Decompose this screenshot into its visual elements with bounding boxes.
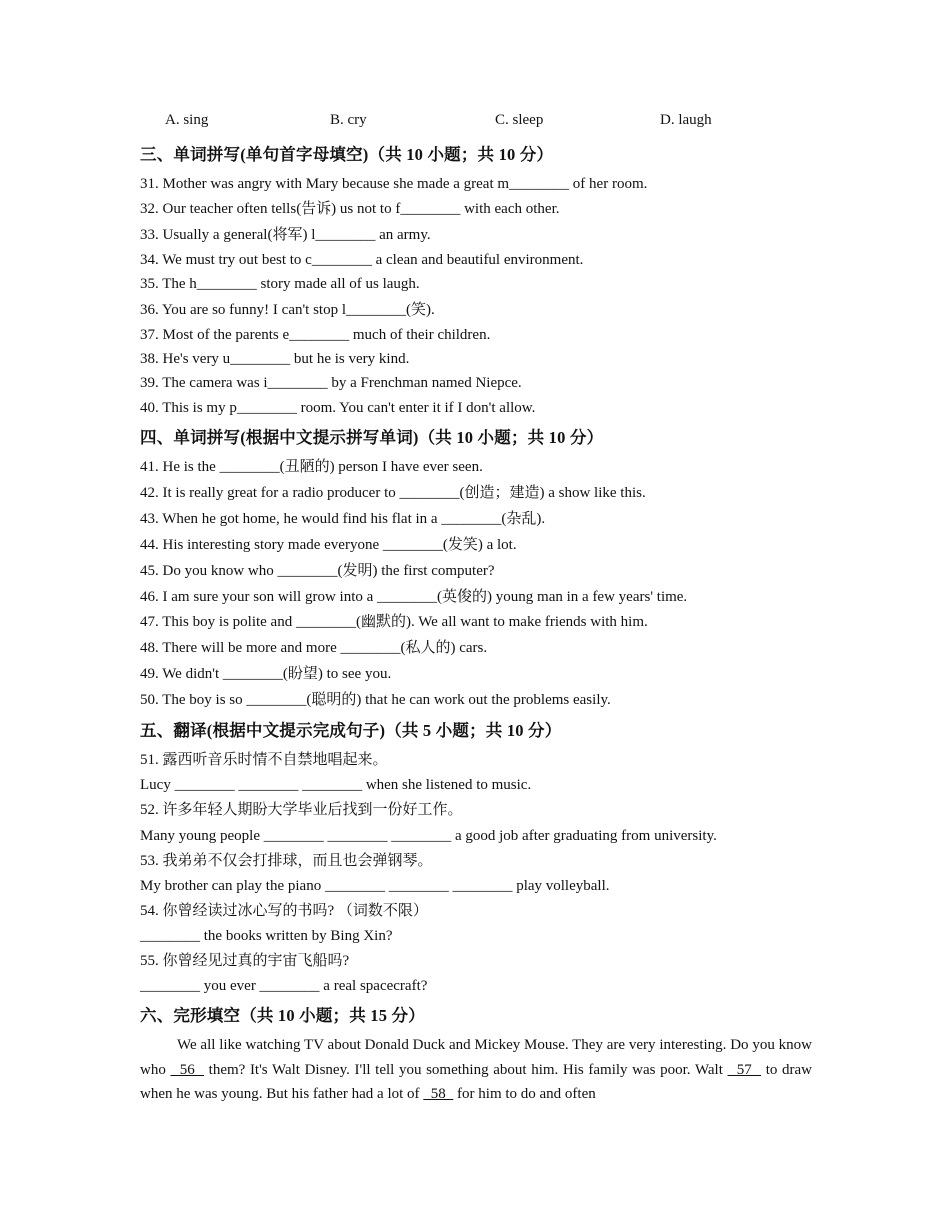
question-37: 37. Most of the parents e________ much of their children.	[140, 327, 491, 343]
blank-58: 58	[423, 1086, 454, 1102]
section5-heading: 五、翻译(根据中文提示完成句子)（共 5 小题；共 10 分）	[140, 721, 562, 740]
question-45: 45. Do you know who ________(发明) the first computer?	[140, 563, 495, 579]
question-49: 49. We didn't ________(盼望) to see you.	[140, 666, 392, 682]
question-44: 44. His interesting story made everyone ________(发笑) a lot.	[140, 537, 517, 553]
section3-heading: 三、单词拼写(单句首字母填空)（共 10 小题；共 10 分）	[140, 145, 554, 164]
question-40: 40. This is my p________ room. You can't enter it if I don't allow.	[140, 400, 536, 416]
passage-line-3b: to draw when he was young. But his father had a lot of	[140, 1061, 813, 1102]
question-35: 35. The h________ story made all of us laugh.	[140, 276, 420, 292]
question-55-english: ________ you ever ________ a real spacecraft?	[140, 978, 428, 994]
option-d: D. laugh	[660, 112, 712, 128]
question-33: 33. Usually a general(将军) l________ an army.	[140, 227, 431, 243]
question-52-chinese: 52. 许多年轻人期盼大学毕业后找到一份好工作。	[140, 802, 463, 818]
question-54-chinese: 54. 你曾经读过冰心写的书吗? （词数不限）	[140, 903, 428, 919]
option-a: A. sing	[165, 112, 209, 128]
cloze-passage	[140, 1033, 812, 1107]
question-47: 47. This boy is polite and ________(幽默的). We all want to make friends with him.	[140, 614, 648, 630]
passage-line-1: We all like watching TV about Donald Duck and Mickey Mouse. They are very interesting. Do	[177, 1037, 749, 1053]
blank-57: 57	[727, 1061, 762, 1078]
question-31: 31. Mother was angry with Mary because she made a great m________ of her room.	[140, 176, 648, 192]
question-32: 32. Our teacher often tells(告诉) us not to f________ with each other.	[140, 201, 560, 217]
question-53-chinese: 53. 我弟弟不仅会打排球，而且也会弹钢琴。	[140, 853, 433, 869]
question-41: 41. He is the ________(丑陋的) person I have ever seen.	[140, 459, 483, 475]
question-53-english: My brother can play the piano ________ ________ ________ play volleyball.	[140, 878, 610, 894]
question-34: 34. We must try out best to c________ a clean and beautiful environment.	[140, 252, 584, 268]
section6-heading: 六、完形填空（共 10 小题；共 15 分）	[140, 1006, 425, 1025]
question-39: 39. The camera was i________ by a Frenchman named Niepce.	[140, 375, 522, 391]
section4-heading: 四、单词拼写(根据中文提示拼写单词)（共 10 小题；共 10 分）	[140, 428, 604, 447]
question-51-chinese: 51. 露西听音乐时情不自禁地唱起来。	[140, 752, 388, 768]
question-38: 38. He's very u________ but he is very kind.	[140, 351, 410, 367]
option-b: B. cry	[330, 112, 367, 128]
passage-line-2a: you know who	[140, 1037, 812, 1078]
question-51-english: Lucy ________ ________ ________ when she listened to music.	[140, 777, 532, 793]
passage-line-2b: them? It's Walt Disney. I'll tell you something about him. His family was poor.	[204, 1061, 691, 1078]
answer-options	[165, 112, 825, 132]
question-52-english: Many young people ________ ________ ________ a good job after graduating from university.	[140, 828, 717, 844]
question-50: 50. The boy is so ________(聪明的) that he can work out the problems easily.	[140, 692, 611, 708]
question-42: 42. It is really great for a radio producer to ________(创造；建造) a show like this.	[140, 485, 646, 501]
option-c: C. sleep	[495, 112, 544, 128]
blank-56: 56	[170, 1061, 205, 1078]
question-55-chinese: 55. 你曾经见过真的宇宙飞船吗?	[140, 953, 350, 969]
question-36: 36. You are so funny! I can't stop l________(笑).	[140, 302, 435, 318]
question-54-english: ________ the books written by Bing Xin?	[140, 928, 393, 944]
passage-line-3a: Walt	[694, 1061, 728, 1078]
question-48: 48. There will be more and more ________(私人的) cars.	[140, 640, 488, 656]
question-43: 43. When he got home, he would find his flat in a ________(杂乱).	[140, 511, 546, 527]
passage-line-3c: for him to do and often	[453, 1086, 596, 1102]
question-46: 46. I am sure your son will grow into a ________(英俊的) young man in a few years' time.	[140, 589, 688, 605]
